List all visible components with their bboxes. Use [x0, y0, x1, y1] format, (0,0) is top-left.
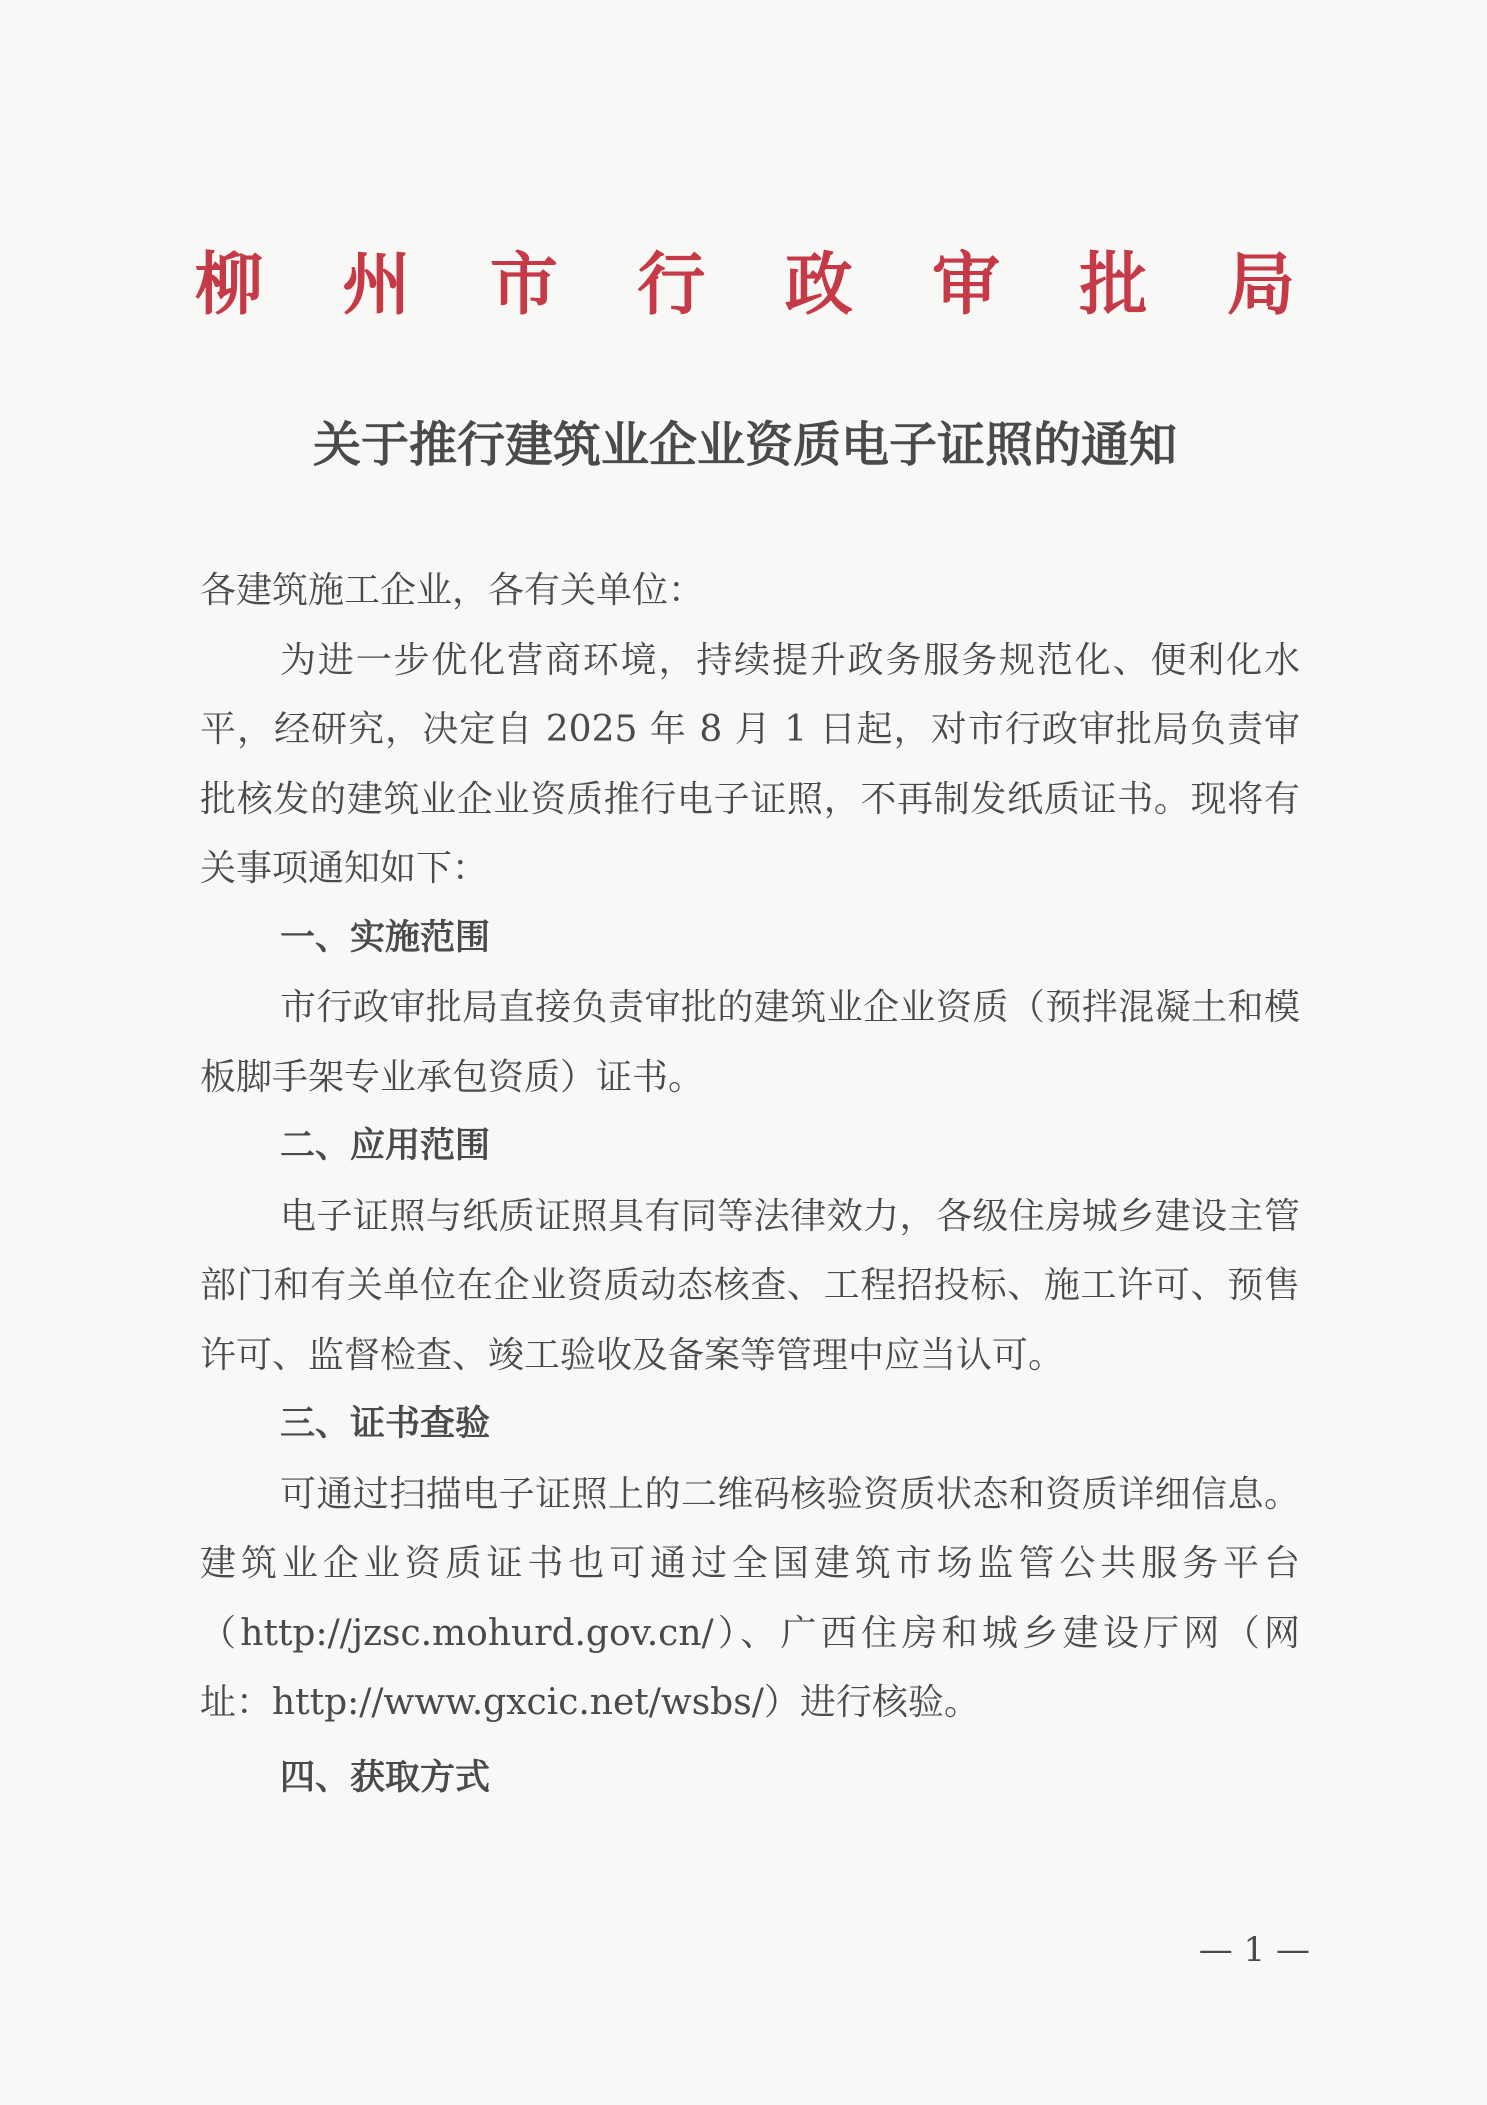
- issuer-char: 政: [784, 245, 853, 325]
- salutation: 各建筑施工企业，各有关单位：: [200, 570, 705, 611]
- section-paragraph: 可通过扫描电子证照上的二维码核验资质状态和资质详细信息。建筑业企业资质证书也可通过全国建筑市场监管公共服务平台（http://jzsc.mohurd.gov.cn/）、广西住房和城乡建设厅网（网址：http://www.gxcic.net/wsbs/）进行核验。: [200, 1473, 1300, 1723]
- issuer-char: 审: [932, 245, 1001, 325]
- page-number: — 1 —: [1198, 1930, 1310, 1970]
- document-body: [200, 556, 1300, 1813]
- issuer-char: 行: [637, 245, 706, 325]
- issuer-char: 局: [1226, 245, 1295, 325]
- issuer-letterhead: [195, 240, 1295, 330]
- issuer-char: 批: [1079, 245, 1148, 325]
- intro-paragraph: 为进一步优化营商环境，持续提升政务服务规范化、便利化水平，经研究，决定自 2025 年 8 月 1 日起，对市行政审批局负责审批核发的建筑业企业资质推行电子证照，不再制发纸质证书。现将有关事项通知如下：: [200, 639, 1300, 889]
- section-heading: 三、证书查验: [280, 1404, 491, 1444]
- issuer-char: 柳: [195, 245, 264, 325]
- issuer-char: 市: [489, 245, 558, 325]
- section-paragraph: 电子证照与纸质证照具有同等法律效力，各级住房城乡建设主管部门和有关单位在企业资质动态核查、工程招投标、施工许可、预售许可、监督检查、竣工验收及备案等管理中应当认可。: [200, 1195, 1300, 1376]
- section-heading: 四、获取方式: [280, 1757, 491, 1798]
- issuer-char: 州: [342, 245, 411, 325]
- section-heading: 二、应用范围: [280, 1126, 491, 1166]
- section-paragraph: 市行政审批局直接负责审批的建筑业企业资质（预拌混凝土和模板脚手架专业承包资质）证书。: [200, 987, 1300, 1098]
- section-heading: 一、实施范围: [280, 917, 491, 958]
- document-title: 关于推行建筑业企业资质电子证照的通知: [312, 417, 1177, 473]
